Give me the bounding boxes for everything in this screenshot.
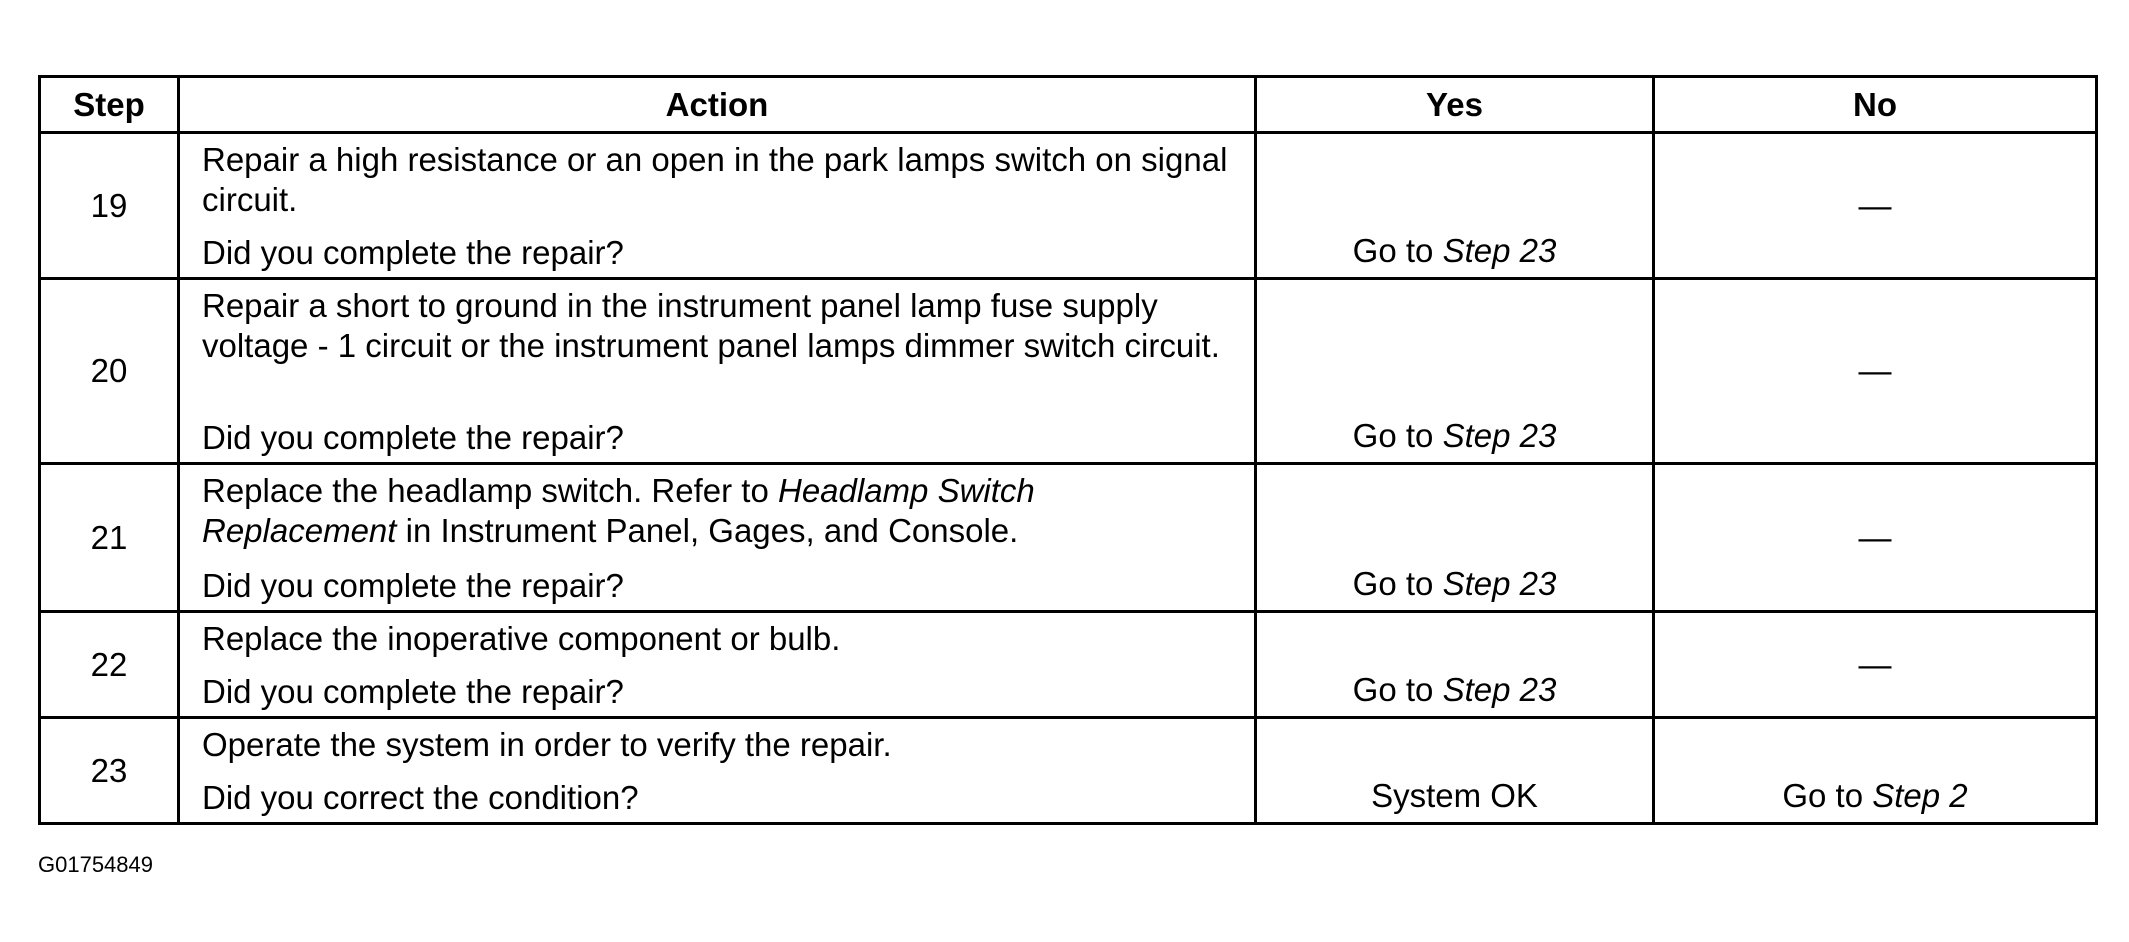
header-step: Step — [40, 77, 179, 133]
yes-prefix: Go to — [1352, 417, 1443, 454]
step-number: 20 — [40, 279, 179, 464]
step-number: 23 — [40, 718, 179, 824]
figure-code: G01754849 — [38, 852, 153, 877]
action-cell — [179, 279, 1256, 464]
action-cell — [179, 612, 1256, 718]
action-text-pre: Replace the headlamp switch. Refer to — [202, 472, 778, 509]
header-action: Action — [179, 77, 1256, 133]
action-question: Did you complete the repair? — [202, 419, 624, 456]
table-row — [40, 133, 2097, 279]
yes-prefix: Go to — [1352, 565, 1443, 602]
step-number: 19 — [40, 133, 179, 279]
headlamp-switch-replacement-link[interactable]: Headlamp Switch Replacement — [202, 472, 1035, 549]
table-row — [40, 718, 2097, 824]
action-cell — [179, 133, 1256, 279]
diagnostic-table — [38, 75, 2098, 825]
no-cell — [1654, 718, 2097, 824]
action-question: Did you complete the repair? — [202, 567, 624, 604]
action-cell — [179, 464, 1256, 612]
table-row — [40, 464, 2097, 612]
table-row — [40, 612, 2097, 718]
action-text: Operate the system in order to verify the repair. — [202, 726, 892, 763]
yes-step-link[interactable]: Step 23 — [1442, 232, 1557, 269]
action-question: Did you complete the repair? — [202, 234, 624, 271]
action-question: Did you correct the condition? — [202, 779, 639, 816]
step-number: 21 — [40, 464, 179, 612]
no-cell — [1654, 464, 2097, 612]
no-dash: — — [1858, 352, 1892, 389]
no-cell — [1654, 612, 2097, 718]
yes-step-link[interactable]: Step 23 — [1442, 671, 1557, 708]
yes-cell — [1256, 718, 1654, 824]
no-dash: — — [1858, 645, 1892, 683]
yes-cell — [1256, 464, 1654, 612]
no-cell — [1654, 133, 2097, 279]
header-yes: Yes — [1256, 77, 1654, 133]
action-text: Repair a high resistance or an open in the park lamps switch on signal circuit. — [202, 141, 1228, 218]
step-number: 22 — [40, 612, 179, 718]
action-text-post: in Instrument Panel, Gages, and Console. — [396, 512, 1019, 549]
header-no: No — [1654, 77, 2097, 133]
no-dash: — — [1858, 518, 1892, 556]
yes-cell — [1256, 133, 1654, 279]
action-text — [202, 471, 1232, 551]
table-row — [40, 279, 2097, 464]
no-prefix: Go to — [1782, 777, 1873, 814]
no-dash: — — [1858, 186, 1892, 224]
no-cell — [1654, 279, 2097, 464]
yes-prefix: Go to — [1352, 671, 1443, 708]
no-step-link[interactable]: Step 2 — [1872, 777, 1968, 814]
action-text: Replace the inoperative component or bulb. — [202, 620, 841, 657]
yes-step-link[interactable]: Step 23 — [1442, 565, 1557, 602]
action-cell — [179, 718, 1256, 824]
yes-prefix: Go to — [1352, 232, 1443, 269]
yes-result: System OK — [1371, 777, 1538, 814]
yes-cell — [1256, 612, 1654, 718]
action-text: Repair a short to ground in the instrument panel lamp fuse supply voltage - 1 circuit or the instrument panel lamps dimmer switch circuit. — [202, 287, 1220, 364]
yes-cell — [1256, 279, 1654, 464]
table-header-row — [40, 77, 2097, 133]
action-question: Did you complete the repair? — [202, 673, 624, 710]
yes-step-link[interactable]: Step 23 — [1442, 417, 1557, 454]
